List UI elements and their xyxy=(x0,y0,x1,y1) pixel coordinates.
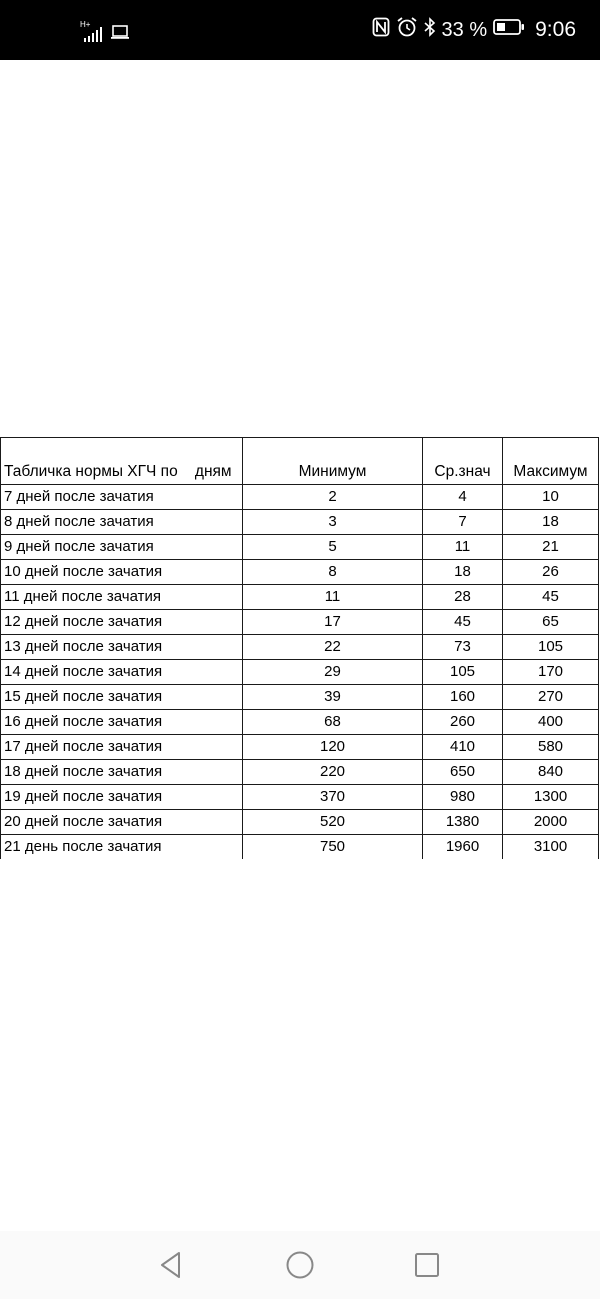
average-cell: 28 xyxy=(423,585,503,610)
minimum-cell: 750 xyxy=(243,835,423,860)
hcg-table-image xyxy=(0,437,600,859)
hcg-norms-table xyxy=(0,437,599,859)
day-cell: 10 дней после зачатия xyxy=(1,560,243,585)
battery-percent: 33 % xyxy=(441,18,488,41)
average-cell: 7 xyxy=(423,510,503,535)
table-row xyxy=(1,810,599,835)
recents-icon xyxy=(412,1250,442,1280)
day-cell: 15 дней после зачатия xyxy=(1,685,243,710)
bluetooth-icon xyxy=(424,17,436,43)
maximum-cell: 21 xyxy=(503,535,599,560)
average-cell: 18 xyxy=(423,560,503,585)
table-header xyxy=(1,438,599,485)
table-row xyxy=(1,735,599,760)
maximum-cell: 400 xyxy=(503,710,599,735)
home-button[interactable] xyxy=(284,1249,316,1281)
average-cell: 105 xyxy=(423,660,503,685)
maximum-cell: 840 xyxy=(503,760,599,785)
clock: 9:06 xyxy=(535,18,576,41)
minimum-cell: 22 xyxy=(243,635,423,660)
minimum-cell: 39 xyxy=(243,685,423,710)
minimum-cell: 2 xyxy=(243,485,423,510)
day-cell: 13 дней после зачатия xyxy=(1,635,243,660)
maximum-cell: 105 xyxy=(503,635,599,660)
minimum-cell: 17 xyxy=(243,610,423,635)
table-row xyxy=(1,685,599,710)
maximum-header: Максимум xyxy=(503,438,599,485)
table-row xyxy=(1,535,599,560)
minimum-cell: 220 xyxy=(243,760,423,785)
alarm-icon xyxy=(396,16,418,44)
average-cell: 11 xyxy=(423,535,503,560)
average-cell: 410 xyxy=(423,735,503,760)
minimum-cell: 5 xyxy=(243,535,423,560)
day-cell: 17 дней после зачатия xyxy=(1,735,243,760)
table-row xyxy=(1,660,599,685)
table-row xyxy=(1,585,599,610)
maximum-cell: 2000 xyxy=(503,810,599,835)
day-cell: 19 дней после зачатия xyxy=(1,785,243,810)
maximum-cell: 580 xyxy=(503,735,599,760)
table-title-header: Табличка нормы ХГЧ по дням xyxy=(1,438,243,485)
day-cell: 11 дней после зачатия xyxy=(1,585,243,610)
battery-icon xyxy=(493,18,525,42)
average-cell: 160 xyxy=(423,685,503,710)
average-cell: 1960 xyxy=(423,835,503,860)
table-body xyxy=(1,485,599,860)
average-cell: 650 xyxy=(423,760,503,785)
navigation-bar xyxy=(0,1231,600,1299)
average-cell: 45 xyxy=(423,610,503,635)
maximum-cell: 26 xyxy=(503,560,599,585)
network-type: H+ xyxy=(80,19,91,29)
day-cell: 8 дней после зачатия xyxy=(1,510,243,535)
minimum-cell: 520 xyxy=(243,810,423,835)
maximum-cell: 45 xyxy=(503,585,599,610)
laptop-icon xyxy=(110,24,130,45)
table-row xyxy=(1,835,599,860)
day-cell: 18 дней после зачатия xyxy=(1,760,243,785)
day-cell: 9 дней после зачатия xyxy=(1,535,243,560)
table-row xyxy=(1,710,599,735)
table-row xyxy=(1,785,599,810)
day-cell: 12 дней после зачатия xyxy=(1,610,243,635)
signal-icon xyxy=(80,19,104,43)
status-bar xyxy=(0,0,600,60)
average-cell: 1380 xyxy=(423,810,503,835)
maximum-cell: 270 xyxy=(503,685,599,710)
maximum-cell: 3100 xyxy=(503,835,599,860)
table-row xyxy=(1,485,599,510)
day-cell: 20 дней после зачатия xyxy=(1,810,243,835)
table-row xyxy=(1,510,599,535)
maximum-cell: 10 xyxy=(503,485,599,510)
minimum-cell: 11 xyxy=(243,585,423,610)
minimum-cell: 3 xyxy=(243,510,423,535)
table-row xyxy=(1,560,599,585)
average-cell: 980 xyxy=(423,785,503,810)
day-cell: 21 день после зачатия xyxy=(1,835,243,860)
minimum-cell: 29 xyxy=(243,660,423,685)
back-button[interactable] xyxy=(155,1249,187,1281)
minimum-cell: 68 xyxy=(243,710,423,735)
back-icon xyxy=(157,1250,185,1280)
table-row xyxy=(1,635,599,660)
table-header-row xyxy=(1,438,599,485)
table-row xyxy=(1,760,599,785)
average-cell: 260 xyxy=(423,710,503,735)
status-left xyxy=(80,19,130,45)
table-row xyxy=(1,610,599,635)
minimum-header: Минимум xyxy=(243,438,423,485)
status-right xyxy=(372,0,576,60)
day-cell: 7 дней после зачатия xyxy=(1,485,243,510)
maximum-cell: 65 xyxy=(503,610,599,635)
average-cell: 4 xyxy=(423,485,503,510)
minimum-cell: 370 xyxy=(243,785,423,810)
average-header: Ср.знач xyxy=(423,438,503,485)
maximum-cell: 1300 xyxy=(503,785,599,810)
maximum-cell: 18 xyxy=(503,510,599,535)
recents-button[interactable] xyxy=(411,1249,443,1281)
maximum-cell: 170 xyxy=(503,660,599,685)
minimum-cell: 120 xyxy=(243,735,423,760)
nfc-icon xyxy=(372,17,390,43)
average-cell: 73 xyxy=(423,635,503,660)
day-cell: 16 дней после зачатия xyxy=(1,710,243,735)
home-icon xyxy=(284,1249,316,1281)
minimum-cell: 8 xyxy=(243,560,423,585)
day-cell: 14 дней после зачатия xyxy=(1,660,243,685)
